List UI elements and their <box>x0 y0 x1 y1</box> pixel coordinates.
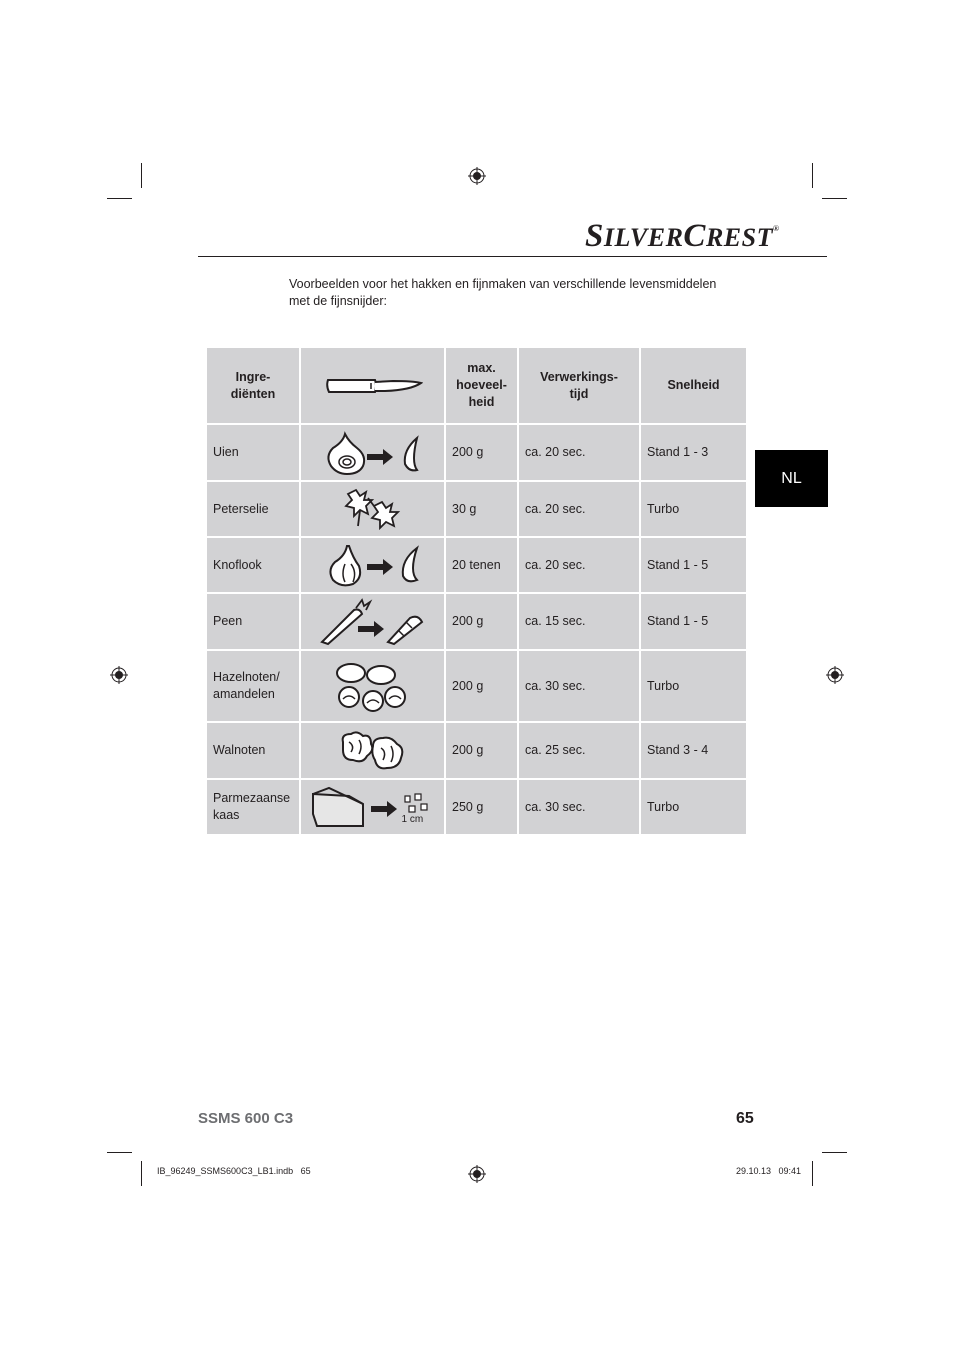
page-number: 65 <box>736 1110 754 1127</box>
table-row <box>206 779 747 835</box>
table-row <box>206 537 747 593</box>
crop-mark <box>107 198 132 199</box>
intro-text: Voorbeelden voor het hakken en fijnmaken van verschillende levensmiddelen met de fijnsnijder: <box>289 277 717 308</box>
table-row <box>206 650 747 722</box>
ingredient-cell: Hazelnoten/ amandelen <box>206 650 300 722</box>
table-header-row <box>206 347 747 424</box>
size-caption: 1 cm <box>401 814 424 825</box>
registration-mark-icon <box>110 666 128 684</box>
ingredient-cell: Peterselie <box>206 481 300 537</box>
print-slug-date: 29.10.13 09:41 <box>736 1166 802 1176</box>
crop-mark <box>107 1152 132 1153</box>
crop-mark <box>141 1161 142 1186</box>
model-number: SSMS 600 C3 <box>198 1110 294 1127</box>
language-tab: NL <box>755 450 828 507</box>
registration-mark-icon <box>468 167 486 185</box>
ingredient-cell: Knoflook <box>206 537 300 593</box>
walnut-icon <box>300 722 445 779</box>
crop-mark <box>822 1152 847 1153</box>
header-rule <box>198 256 827 257</box>
table-row <box>206 593 747 650</box>
crop-mark <box>822 198 847 199</box>
garlic-icon <box>300 537 445 593</box>
knife-icon <box>300 347 445 424</box>
speed-cell: Stand 1 - 3 <box>640 424 747 481</box>
table-row <box>206 424 747 481</box>
onion-icon <box>300 424 445 481</box>
crop-mark <box>141 163 142 188</box>
time-cell: ca. 30 sec. <box>518 779 640 835</box>
time-cell: ca. 25 sec. <box>518 722 640 779</box>
amount-cell: 200 g <box>445 650 518 722</box>
speed-cell: Turbo <box>640 779 747 835</box>
speed-cell: Turbo <box>640 650 747 722</box>
crop-mark <box>812 1161 813 1186</box>
carrot-icon <box>300 593 445 650</box>
ingredient-cell: Walnoten <box>206 722 300 779</box>
ingredient-cell: Peen <box>206 593 300 650</box>
amount-cell: 30 g <box>445 481 518 537</box>
header-speed: Snelheid <box>640 347 747 424</box>
parsley-icon <box>300 481 445 537</box>
speed-cell: Stand 3 - 4 <box>640 722 747 779</box>
amount-cell: 200 g <box>445 424 518 481</box>
header-ingredient: Ingre- diënten <box>206 347 300 424</box>
registration-mark-icon <box>826 666 844 684</box>
crop-mark <box>812 163 813 188</box>
amount-cell: 200 g <box>445 722 518 779</box>
speed-cell: Stand 1 - 5 <box>640 537 747 593</box>
registration-mark-icon <box>468 1165 486 1183</box>
speed-cell: Stand 1 - 5 <box>640 593 747 650</box>
time-cell: ca. 20 sec. <box>518 424 640 481</box>
ingredient-table <box>205 346 748 836</box>
table-row <box>206 722 747 779</box>
time-cell: ca. 20 sec. <box>518 481 640 537</box>
speed-cell: Turbo <box>640 481 747 537</box>
ingredient-cell: Parmezaanse kaas <box>206 779 300 835</box>
header-time: Verwerkings- tijd <box>518 347 640 424</box>
amount-cell: 250 g <box>445 779 518 835</box>
amount-cell: 200 g <box>445 593 518 650</box>
ingredient-cell: Uien <box>206 424 300 481</box>
amount-cell: 20 tenen <box>445 537 518 593</box>
table-row <box>206 481 747 537</box>
nuts-icon <box>300 650 445 722</box>
time-cell: ca. 30 sec. <box>518 650 640 722</box>
header-amount: max. hoeveel- heid <box>445 347 518 424</box>
silvercrest-logo: SILVERCREST® <box>585 218 780 254</box>
print-slug-file: IB_96249_SSMS600C3_LB1.indb 65 <box>157 1166 311 1176</box>
time-cell: ca. 15 sec. <box>518 593 640 650</box>
time-cell: ca. 20 sec. <box>518 537 640 593</box>
cheese-icon <box>300 779 445 835</box>
